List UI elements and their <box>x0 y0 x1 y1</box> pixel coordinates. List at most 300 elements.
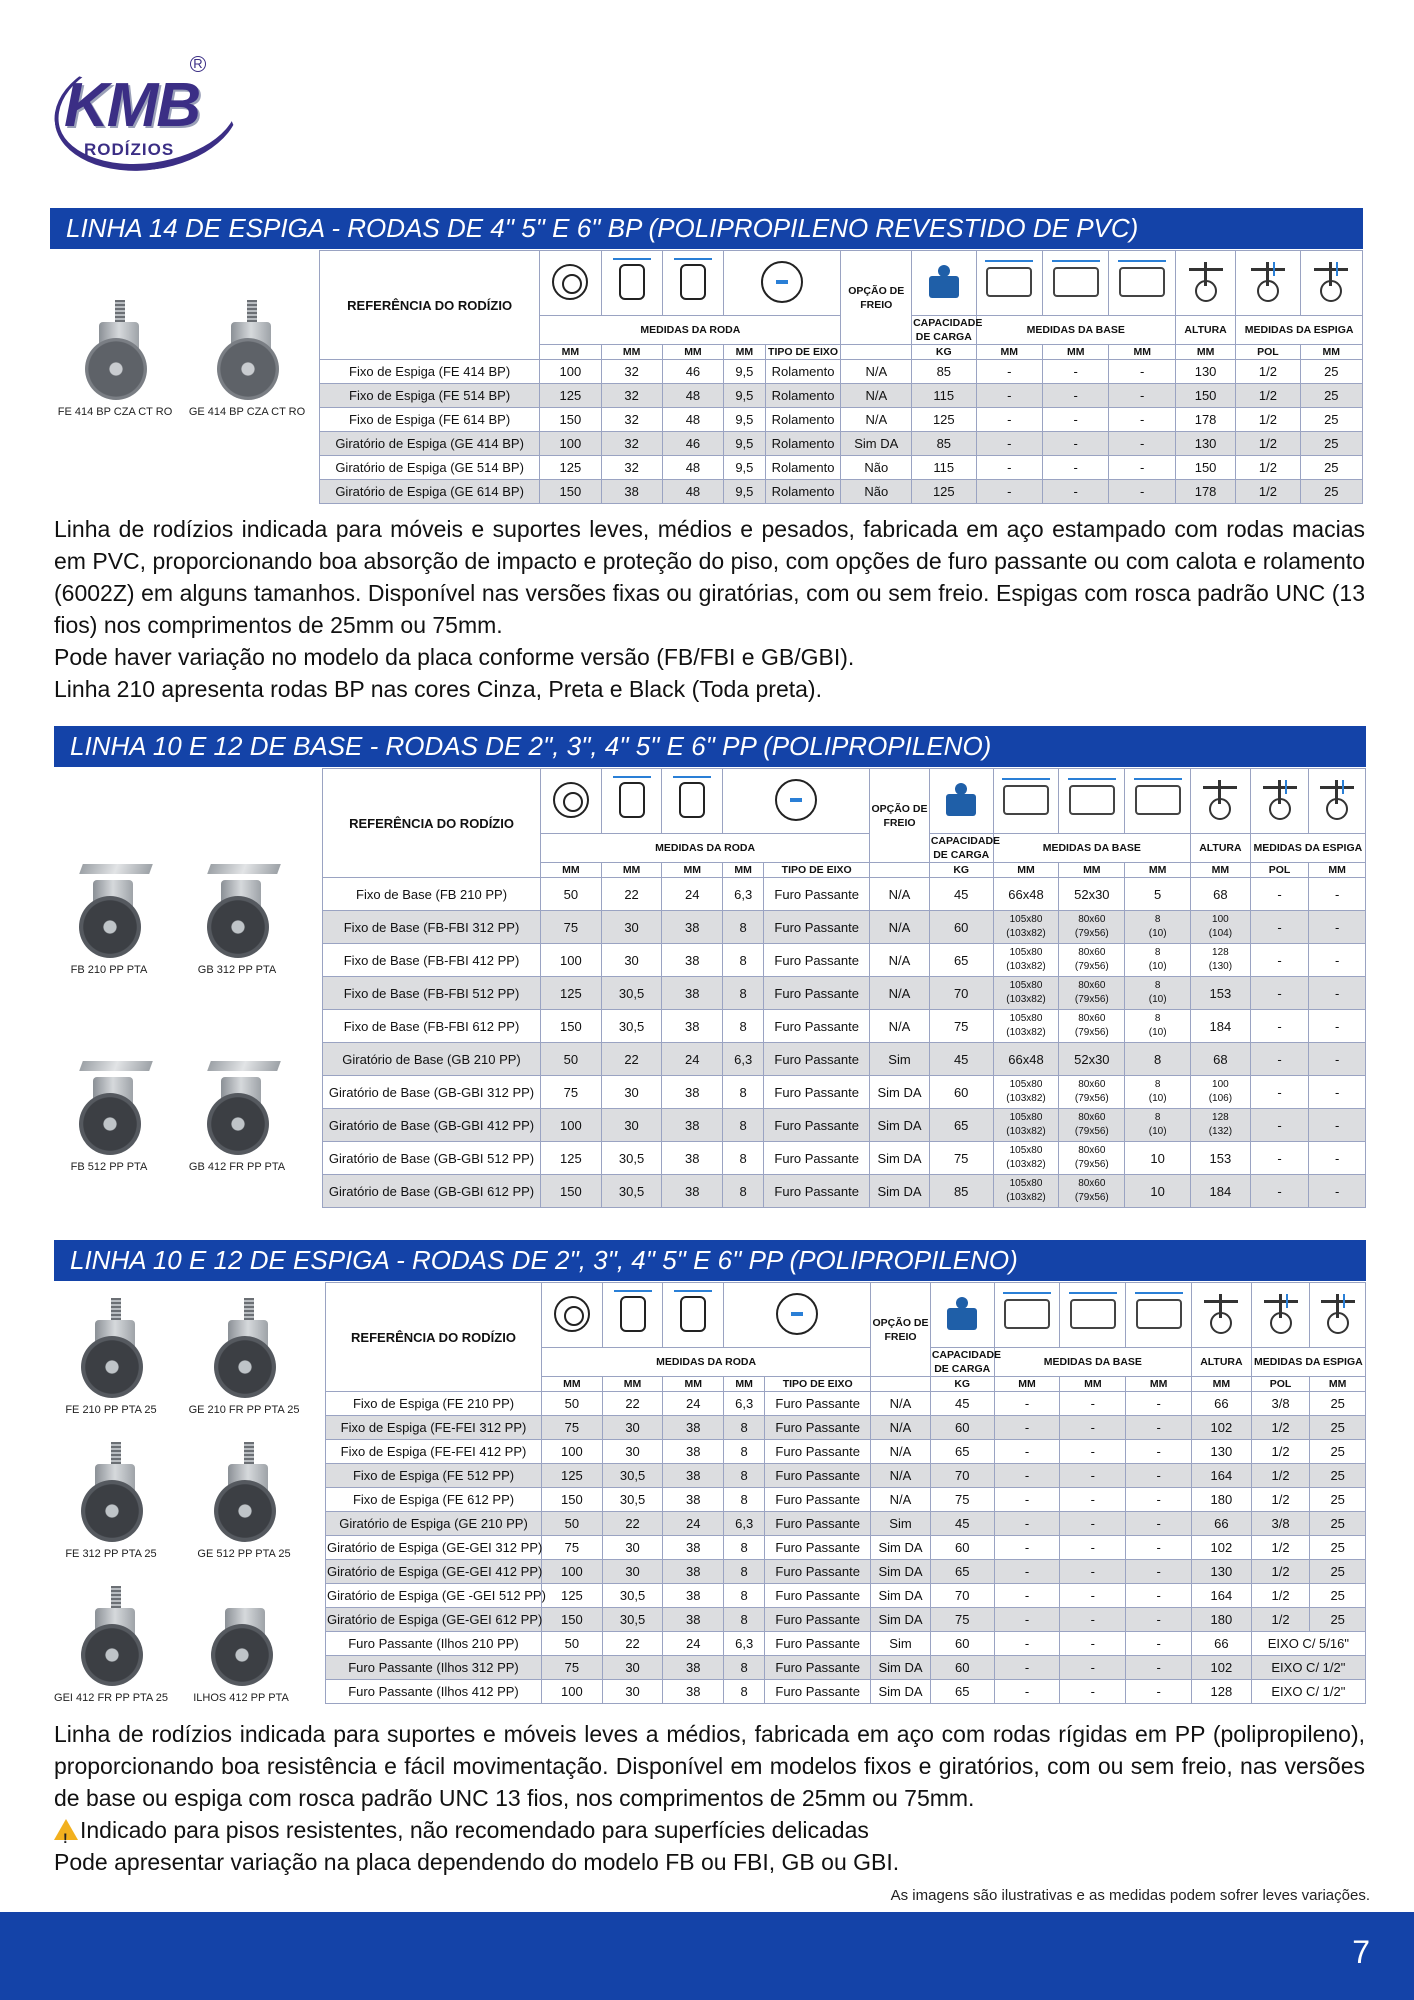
header-brake: OPÇÃO DE FREIO <box>841 251 912 345</box>
value-cell: - <box>1060 1416 1126 1440</box>
value-cell: 115 <box>912 456 976 480</box>
value-cell: 38 <box>663 1464 724 1488</box>
wheel-width-icon <box>619 782 645 818</box>
table-row <box>323 1010 1366 1043</box>
value-cell: Sim DA <box>871 1608 931 1632</box>
value-cell: - <box>1250 1043 1309 1076</box>
value-cell: 50 <box>541 878 602 911</box>
base-hole-spacing-icon <box>1070 1299 1116 1329</box>
value-cell: - <box>1060 1440 1126 1464</box>
base-width-icon <box>986 267 1032 297</box>
value-cell: - <box>1126 1608 1192 1632</box>
description-paragraph: Linha de rodízios indicada para suportes e móveis leves a médios, fabricada em aço com rodas rígidas em PP (polipropileno), proporcionando boa resistência e fácil movimentação. Disponível em modelos fixos e giratórios, com ou sem freio, nas versões de base ou espiga com rosca padrão UNC 13 fios, nos comprimentos de 25mm ou 75mm. <box>54 1721 1365 1811</box>
description-paragraph: Pode haver variação no modelo da placa conforme versão (FB/FBI e GB/GBI). <box>54 644 855 670</box>
value-cell: 38 <box>663 1560 724 1584</box>
value-cell: 130 <box>1192 1440 1252 1464</box>
value-cell: 1/2 <box>1251 1560 1310 1584</box>
value-cell: 25 <box>1300 456 1362 480</box>
value-cell: 38 <box>662 1076 723 1109</box>
value-cell: 8 <box>724 1560 765 1584</box>
value-cell: 125 <box>542 1464 603 1488</box>
product-photo <box>172 858 302 976</box>
value-cell: 8 (10) <box>1125 944 1191 977</box>
load-weight-icon <box>929 265 959 299</box>
value-cell: 9,5 <box>724 480 766 504</box>
hub-length-icon <box>680 1296 706 1332</box>
value-cell: 38 <box>663 1584 724 1608</box>
value-cell: 100 (106) <box>1191 1076 1251 1109</box>
value-cell: 8 <box>723 977 764 1010</box>
product-caption: FE 414 BP CZA CT RO <box>57 406 173 418</box>
value-cell: Sim DA <box>871 1584 931 1608</box>
value-cell: 105x80 (103x82) <box>993 1175 1059 1208</box>
value-cell: 75 <box>542 1416 603 1440</box>
base-hole-spacing-icon <box>1053 267 1099 297</box>
value-cell: - <box>1126 1416 1192 1440</box>
value-cell: 102 <box>1192 1656 1252 1680</box>
value-cell: 70 <box>930 1584 994 1608</box>
reference-cell: Giratório de Espiga (GE 514 BP) <box>320 456 540 480</box>
header-base-measures: MEDIDAS DA BASE <box>994 1348 1191 1377</box>
value-cell: EIXO C/ 1/2" <box>1251 1656 1365 1680</box>
value-cell: 30 <box>601 911 662 944</box>
value-cell: 38 <box>663 1608 724 1632</box>
value-cell: 75 <box>929 1142 993 1175</box>
product-caption: GEI 412 FR PP PTA 25 <box>54 1692 168 1704</box>
value-cell: - <box>994 1512 1060 1536</box>
reference-cell: Fixo de Espiga (FE-FEI 312 PP) <box>326 1416 542 1440</box>
section-1-title: LINHA 14 DE ESPIGA - RODAS DE 4" 5" E 6" BP (POLIPROPILENO REVESTIDO DE PVC) <box>50 208 1363 249</box>
value-cell: 68 <box>1191 878 1251 911</box>
value-cell: 100 <box>541 944 602 977</box>
value-cell: 9,5 <box>724 456 766 480</box>
base-hole-icon <box>1135 785 1181 815</box>
value-cell: Furo Passante <box>764 977 870 1010</box>
value-cell: N/A <box>870 1010 930 1043</box>
value-cell: 8 <box>724 1416 765 1440</box>
value-cell: 30 <box>602 1440 663 1464</box>
value-cell: - <box>1309 911 1366 944</box>
value-cell: - <box>1126 1392 1192 1416</box>
value-cell: 105x80 (103x82) <box>993 944 1059 977</box>
value-cell: 8 <box>723 944 764 977</box>
value-cell: Furo Passante <box>764 1010 870 1043</box>
value-cell: Sim DA <box>871 1536 931 1560</box>
value-cell: 8 <box>723 911 764 944</box>
value-cell: Furo Passante <box>764 1076 870 1109</box>
logo-wordmark: KMB <box>64 71 200 140</box>
value-cell: 46 <box>662 432 723 456</box>
value-cell: 30,5 <box>602 1488 663 1512</box>
value-cell: Furo Passante <box>765 1680 871 1704</box>
value-cell: N/A <box>841 360 912 384</box>
value-cell: 8 <box>723 1010 764 1043</box>
value-cell: 30 <box>602 1680 663 1704</box>
value-cell: 8 <box>724 1680 765 1704</box>
value-cell: 125 <box>912 480 976 504</box>
value-cell: 1/2 <box>1251 1608 1310 1632</box>
value-cell: 8 (10) <box>1125 977 1191 1010</box>
value-cell: 80x60 (79x56) <box>1059 1142 1125 1175</box>
product-photo <box>176 1586 306 1704</box>
product-photo <box>46 1442 176 1560</box>
value-cell: 30,5 <box>602 1584 663 1608</box>
value-cell: - <box>1109 360 1175 384</box>
value-cell: 153 <box>1191 1142 1251 1175</box>
value-cell: Sim <box>871 1632 931 1656</box>
axle-icon <box>775 779 817 821</box>
value-cell: - <box>1126 1656 1192 1680</box>
value-cell: 9,5 <box>724 360 766 384</box>
wheel-width-icon <box>619 264 645 300</box>
value-cell: - <box>1042 384 1108 408</box>
value-cell: 9,5 <box>724 408 766 432</box>
value-cell: 1/2 <box>1251 1488 1310 1512</box>
value-cell: 32 <box>601 456 662 480</box>
reference-cell: Fixo de Espiga (FE 614 BP) <box>320 408 540 432</box>
reference-cell: Fixo de Espiga (FE 514 BP) <box>320 384 540 408</box>
value-cell: - <box>1126 1560 1192 1584</box>
header-capacity: CAPACIDADE DE CARGA <box>930 835 1001 861</box>
value-cell: 75 <box>541 911 602 944</box>
value-cell: 8 <box>724 1536 765 1560</box>
value-cell: Furo Passante <box>764 1142 870 1175</box>
value-cell: 6,3 <box>723 878 764 911</box>
value-cell: 24 <box>663 1512 724 1536</box>
value-cell: Furo Passante <box>764 1043 870 1076</box>
value-cell: 10 <box>1125 1142 1191 1175</box>
reference-cell: Fixo de Base (FB-FBI 312 PP) <box>323 911 541 944</box>
value-cell: - <box>1042 456 1108 480</box>
value-cell: N/A <box>871 1416 931 1440</box>
value-cell: Rolamento <box>765 384 841 408</box>
value-cell: 75 <box>929 1010 993 1043</box>
value-cell: - <box>1060 1488 1126 1512</box>
value-cell: 80x60 (79x56) <box>1059 944 1125 977</box>
product-photo <box>44 1055 174 1173</box>
value-cell: 80x60 (79x56) <box>1059 911 1125 944</box>
value-cell: 150 <box>540 408 601 432</box>
value-cell: - <box>1250 977 1309 1010</box>
value-cell: 30,5 <box>601 1175 662 1208</box>
table-row <box>326 1416 1366 1440</box>
description-paragraph: Linha de rodízios indicada para móveis e suportes leves, médios e pesados, fabricada em aço estampado com rodas macias em PVC, proporcionando boa absorção de impacto e proteção do piso, com opções de furo passante ou com calota e rolamento (6002Z) em alguns tamanhos. Disponível nas versões fixas ou giratórias, com ou sem freio. Espigas com rosca padrão UNC (13 fios) nos comprimentos de 25mm ou 75mm. <box>54 516 1365 638</box>
value-cell: 105x80 (103x82) <box>993 911 1059 944</box>
table-row <box>323 911 1366 944</box>
value-cell: N/A <box>841 408 912 432</box>
value-cell: 8 (10) <box>1125 911 1191 944</box>
value-cell: 6,3 <box>724 1632 765 1656</box>
header-stem-measures: MEDIDAS DA ESPIGA <box>1251 1348 1365 1377</box>
value-cell: - <box>1060 1608 1126 1632</box>
value-cell: 10 <box>1125 1175 1191 1208</box>
value-cell: - <box>994 1464 1060 1488</box>
value-cell: Furo Passante <box>765 1584 871 1608</box>
value-cell: - <box>1060 1392 1126 1416</box>
value-cell: 150 <box>541 1010 602 1043</box>
value-cell: Furo Passante <box>764 1109 870 1142</box>
value-cell: - <box>994 1632 1060 1656</box>
value-cell: Sim DA <box>841 432 912 456</box>
value-cell: 153 <box>1191 977 1251 1010</box>
value-cell: - <box>1309 1043 1366 1076</box>
value-cell: 1/2 <box>1236 480 1300 504</box>
product-caption: GE 210 FR PP PTA 25 <box>188 1404 300 1416</box>
product-photo <box>46 1298 176 1416</box>
table-row <box>323 1109 1366 1142</box>
value-cell: 125 <box>541 977 602 1010</box>
value-cell: Sim DA <box>870 1076 930 1109</box>
value-cell: 50 <box>542 1512 603 1536</box>
value-cell: Rolamento <box>765 360 841 384</box>
value-cell: 100 <box>541 1109 602 1142</box>
table-row <box>326 1584 1366 1608</box>
value-cell: 38 <box>663 1440 724 1464</box>
reference-cell: Giratório de Espiga (GE 614 BP) <box>320 480 540 504</box>
header-reference: REFERÊNCIA DO RODÍZIO <box>320 251 540 360</box>
table-row <box>323 1076 1366 1109</box>
value-cell: 32 <box>601 360 662 384</box>
value-cell: - <box>994 1560 1060 1584</box>
value-cell: 30 <box>602 1536 663 1560</box>
value-cell: 100 <box>540 432 601 456</box>
spec-table-3 <box>325 1282 1366 1704</box>
value-cell: 32 <box>601 432 662 456</box>
value-cell: 85 <box>912 360 976 384</box>
reference-cell: Giratório de Base (GB-GBI 512 PP) <box>323 1142 541 1175</box>
table-row <box>323 1043 1366 1076</box>
value-cell: 25 <box>1300 480 1362 504</box>
value-cell: 48 <box>662 408 723 432</box>
value-cell: N/A <box>870 944 930 977</box>
value-cell: 184 <box>1191 1175 1251 1208</box>
value-cell: 38 <box>662 1109 723 1142</box>
reference-cell: Fixo de Espiga (FE 414 BP) <box>320 360 540 384</box>
value-cell: - <box>976 480 1042 504</box>
value-cell: - <box>1250 1109 1309 1142</box>
header-wheel-measures: MEDIDAS DA RODA <box>542 1348 871 1377</box>
value-cell: - <box>994 1416 1060 1440</box>
table-row <box>326 1656 1366 1680</box>
value-cell: Sim DA <box>870 1109 930 1142</box>
value-cell: 25 <box>1310 1536 1366 1560</box>
header-height: ALTURA <box>1192 1348 1252 1377</box>
table-row <box>323 1175 1366 1208</box>
description-paragraph: Pode apresentar variação na placa dependendo do modelo FB ou FBI, GB ou GBI. <box>54 1849 900 1875</box>
value-cell: 75 <box>542 1656 603 1680</box>
value-cell: - <box>1060 1464 1126 1488</box>
value-cell: - <box>1126 1536 1192 1560</box>
value-cell: - <box>1109 432 1175 456</box>
wheel-diameter-icon <box>552 264 588 300</box>
value-cell: 24 <box>663 1392 724 1416</box>
value-cell: 8 <box>724 1464 765 1488</box>
value-cell: 30,5 <box>601 1142 662 1175</box>
hub-length-icon <box>679 782 705 818</box>
header-height: ALTURA <box>1175 316 1235 345</box>
value-cell: Rolamento <box>765 456 841 480</box>
value-cell: - <box>976 408 1042 432</box>
value-cell: 65 <box>930 1440 994 1464</box>
product-photo <box>179 1442 309 1560</box>
value-cell: 38 <box>662 911 723 944</box>
header-reference: REFERÊNCIA DO RODÍZIO <box>323 769 541 878</box>
value-cell: 105x80 (103x82) <box>993 1142 1059 1175</box>
value-cell: 85 <box>929 1175 993 1208</box>
value-cell: - <box>1042 432 1108 456</box>
value-cell: 38 <box>663 1416 724 1440</box>
wheel-diameter-icon <box>554 1296 590 1332</box>
value-cell: - <box>976 384 1042 408</box>
value-cell: Rolamento <box>765 432 841 456</box>
value-cell: - <box>1126 1440 1192 1464</box>
value-cell: Sim DA <box>870 1142 930 1175</box>
value-cell: 1/2 <box>1251 1440 1310 1464</box>
axle-icon <box>761 261 803 303</box>
reference-cell: Fixo de Espiga (FE 612 PP) <box>326 1488 542 1512</box>
axle-icon <box>776 1293 818 1335</box>
reference-cell: Giratório de Espiga (GE 210 PP) <box>326 1512 542 1536</box>
value-cell: 80x60 (79x56) <box>1059 1109 1125 1142</box>
stem-thread-icon <box>1263 780 1297 820</box>
value-cell: - <box>976 456 1042 480</box>
value-cell: 65 <box>930 1560 994 1584</box>
value-cell: Furo Passante <box>765 1488 871 1512</box>
value-cell: - <box>1126 1512 1192 1536</box>
value-cell: - <box>1250 1175 1309 1208</box>
section-3-title: LINHA 10 E 12 DE ESPIGA - RODAS DE 2", 3", 4" 5" E 6" PP (POLIPROPILENO) <box>54 1240 1366 1281</box>
reference-cell: Furo Passante (Ilhos 312 PP) <box>326 1656 542 1680</box>
value-cell: N/A <box>871 1464 931 1488</box>
value-cell: 9,5 <box>724 384 766 408</box>
product-photo <box>172 1055 302 1173</box>
value-cell: 60 <box>930 1656 994 1680</box>
value-cell: 100 (104) <box>1191 911 1251 944</box>
registered-mark: R <box>190 56 206 72</box>
value-cell: 1/2 <box>1251 1464 1310 1488</box>
stem-length-icon <box>1321 1294 1355 1334</box>
table-row <box>320 456 1363 480</box>
value-cell: 32 <box>601 408 662 432</box>
table-row <box>326 1488 1366 1512</box>
value-cell: Furo Passante <box>765 1416 871 1440</box>
load-weight-icon <box>947 1297 977 1331</box>
value-cell: 184 <box>1191 1010 1251 1043</box>
table-row <box>326 1392 1366 1416</box>
value-cell: - <box>1042 360 1108 384</box>
value-cell: 60 <box>930 1416 994 1440</box>
value-cell: 48 <box>662 480 723 504</box>
value-cell: 66x48 <box>993 878 1059 911</box>
value-cell: 70 <box>929 977 993 1010</box>
value-cell: N/A <box>871 1392 931 1416</box>
value-cell: - <box>1060 1512 1126 1536</box>
value-cell: 8 <box>724 1656 765 1680</box>
value-cell: 38 <box>663 1536 724 1560</box>
stem-length-icon <box>1320 780 1354 820</box>
value-cell: EIXO C/ 1/2" <box>1251 1680 1365 1704</box>
value-cell: 30,5 <box>601 1010 662 1043</box>
value-cell: Não <box>841 456 912 480</box>
section-2-title: LINHA 10 E 12 DE BASE - RODAS DE 2", 3", 4" 5" E 6" PP (POLIPROPILENO) <box>54 726 1366 767</box>
value-cell: N/A <box>871 1440 931 1464</box>
product-photo <box>50 300 180 418</box>
value-cell: 25 <box>1300 408 1362 432</box>
product-caption: FB 210 PP PTA <box>70 964 148 976</box>
table-row <box>323 944 1366 977</box>
value-cell: 1/2 <box>1251 1416 1310 1440</box>
table-row <box>326 1632 1366 1656</box>
reference-cell: Giratório de Base (GB-GBI 312 PP) <box>323 1076 541 1109</box>
value-cell: - <box>1109 480 1175 504</box>
value-cell: 65 <box>929 944 993 977</box>
units-row: MM MM MM MM TIPO DE EIXO KG MM MM MM MM POL MM <box>323 863 1366 878</box>
value-cell: Furo Passante <box>764 878 870 911</box>
value-cell: 60 <box>929 1076 993 1109</box>
table-row <box>326 1560 1366 1584</box>
stem-thread-icon <box>1264 1294 1298 1334</box>
value-cell: 178 <box>1175 480 1235 504</box>
header-capacity: CAPACIDADE DE CARGA <box>931 1349 1002 1375</box>
value-cell: 8 <box>724 1440 765 1464</box>
value-cell: - <box>1309 1142 1366 1175</box>
units-row: MM MM MM MM TIPO DE EIXO KG MM MM MM MM POL MM <box>326 1377 1366 1392</box>
value-cell: 8 <box>723 1109 764 1142</box>
value-cell: Furo Passante <box>764 944 870 977</box>
value-cell: - <box>1060 1584 1126 1608</box>
load-weight-icon <box>946 783 976 817</box>
value-cell: Sim DA <box>871 1656 931 1680</box>
value-cell: 80x60 (79x56) <box>1059 1175 1125 1208</box>
value-cell: 1/2 <box>1236 408 1300 432</box>
value-cell: 45 <box>930 1392 994 1416</box>
value-cell: 6,3 <box>723 1043 764 1076</box>
value-cell: 6,3 <box>724 1512 765 1536</box>
section-1-description <box>54 513 1365 705</box>
description-paragraph: Linha 210 apresenta rodas BP nas cores Cinza, Preta e Black (Toda preta). <box>54 676 822 702</box>
stem-thread-icon <box>1251 262 1285 302</box>
value-cell: 25 <box>1310 1608 1366 1632</box>
value-cell: 75 <box>542 1536 603 1560</box>
value-cell: 45 <box>929 1043 993 1076</box>
value-cell: Furo Passante <box>765 1464 871 1488</box>
value-cell: 125 <box>541 1142 602 1175</box>
table-row <box>320 432 1363 456</box>
height-icon <box>1204 1294 1238 1334</box>
value-cell: 8 <box>724 1608 765 1632</box>
value-cell: 100 <box>542 1560 603 1584</box>
value-cell: 1/2 <box>1236 384 1300 408</box>
units-row: MM MM MM MM TIPO DE EIXO KG MM MM MM MM POL MM <box>320 345 1363 360</box>
value-cell: 150 <box>542 1488 603 1512</box>
value-cell: 66x48 <box>993 1043 1059 1076</box>
value-cell: 30 <box>601 1076 662 1109</box>
value-cell: - <box>1250 944 1309 977</box>
table-row <box>326 1536 1366 1560</box>
value-cell: 22 <box>601 1043 662 1076</box>
value-cell: 150 <box>542 1608 603 1632</box>
wheel-width-icon <box>620 1296 646 1332</box>
value-cell: 30 <box>602 1656 663 1680</box>
value-cell: - <box>994 1440 1060 1464</box>
value-cell: - <box>1309 1076 1366 1109</box>
value-cell: 105x80 (103x82) <box>993 1109 1059 1142</box>
value-cell: Sim DA <box>871 1560 931 1584</box>
value-cell: 30 <box>601 1109 662 1142</box>
value-cell: 164 <box>1192 1584 1252 1608</box>
header-stem-measures: MEDIDAS DA ESPIGA <box>1236 316 1363 345</box>
value-cell: 66 <box>1192 1512 1252 1536</box>
